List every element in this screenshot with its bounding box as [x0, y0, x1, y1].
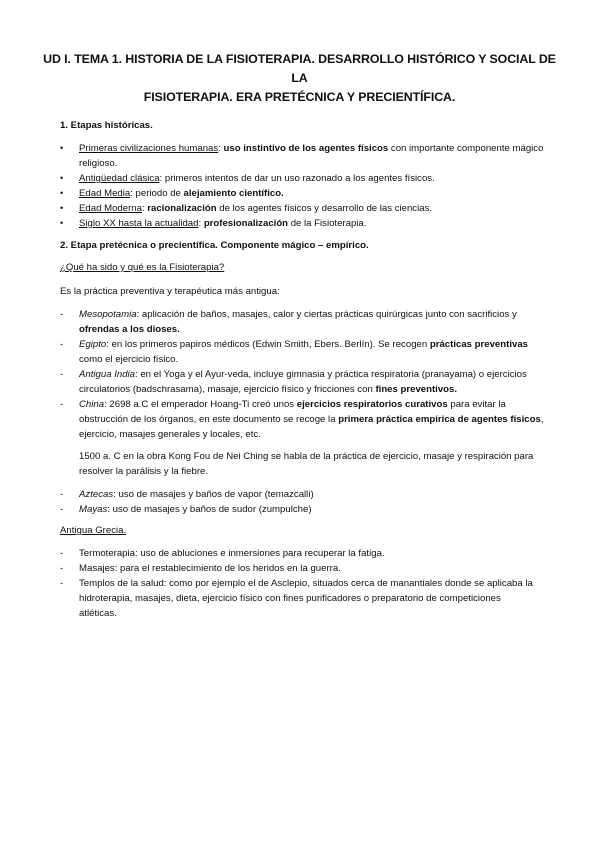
- section-2-heading: 2. Etapa pretécnica o precientífica. Componente mágico – empírico.: [60, 240, 369, 251]
- list-item-continuation: ejercicio, masajes generales y locales, etc.: [79, 429, 261, 440]
- list-item-china: China: 2698 a.C el emperador Hoang-Ti creó unos ejercicios respiratorios curativos para evitar la: [79, 399, 506, 410]
- list-item-primeras-civilizaciones: Primeras civilizaciones humanas: uso instintivo de los agentes físicos con importante componente mágico: [79, 143, 544, 154]
- list-item-term: Primeras civilizaciones humanas: [79, 143, 219, 154]
- dash-mayas: -: [60, 504, 64, 515]
- list-item-antiguedad-clasica: Antigüedad clásica: primeros intentos de dar un uso razonado a los agentes físicos.: [79, 173, 435, 184]
- list-item-siglo-xx: Siglo XX hasta la actualidad: profesionalización de la Fisioterapia.: [79, 218, 367, 229]
- list-item-termoterapia: Termoterapia: uso de abluciones e inmersiones para recuperar la fatiga.: [79, 548, 385, 559]
- dash-egipto: -: [60, 339, 64, 350]
- list-item-mayas: Mayas: uso de masajes y baños de sudor (zumpulche): [79, 504, 312, 515]
- list-item-continuation: atléticas.: [79, 608, 117, 619]
- dash-india: -: [60, 369, 64, 380]
- list-item-continuation: como el ejercicio físico.: [79, 354, 179, 365]
- list-item-mesopotamia: Mesopotamia: aplicación de baños, masajes, calor y ciertas prácticas quirúrgicas junto con sacrificios y: [79, 309, 517, 320]
- antigua-grecia-heading: Antigua Grecia.: [60, 525, 127, 536]
- list-item-edad-moderna: Edad Moderna: racionalización de los agentes físicos y desarrollo de las ciencias.: [79, 203, 433, 214]
- list-item-continuation: religioso.: [79, 158, 118, 169]
- bullet-4: •: [60, 203, 64, 213]
- list-item-edad-media: Edad Media: periodo de alejamiento científico.: [79, 188, 284, 199]
- list-item-continuation: ofrendas a los dioses.: [79, 324, 180, 335]
- bullet-5: •: [60, 218, 64, 228]
- list-item-aztecas: Aztecas: uso de masajes y baños de vapor (temazcalli): [79, 489, 314, 500]
- list-item-continuation: hidroterapia, masajes, dieta, ejercicio físico con fines purificadores o preparatorio de competiciones: [79, 593, 501, 604]
- bullet-2: •: [60, 173, 64, 183]
- list-item-masajes: Masajes: para el restablecimiento de los heridos en la guerra.: [79, 563, 341, 574]
- list-item-templos-de-la-salud: Templos de la salud: como por ejemplo el de Asclepio, situados cerca de manantiales donde se aplicaba la: [79, 578, 533, 589]
- dash-china: -: [60, 399, 64, 410]
- kong-fou-paragraph-line-2: resolver la parálisis y la fiebre.: [79, 466, 209, 477]
- dash-termoterapia: -: [60, 548, 64, 559]
- list-item-antigua-india: Antigua India: en el Yoga y el Ayur-veda, incluye gimnasia y práctica respiratoria (pranayama) o ejercicios: [79, 369, 527, 380]
- list-item-egipto: Egipto: en los primeros papiros médicos (Edwin Smith, Ebers. Berlín). Se recogen prácticas preventivas: [79, 339, 529, 350]
- bullet-1: •: [60, 143, 64, 153]
- title-line-2: FISIOTERAPIA. ERA PRETÉCNICA Y PRECIENTÍFICA.: [143, 90, 456, 104]
- list-item-continuation: circulatorios (badschrasama), masaje, ejercicio físico y fricciones con fines preventivos.: [79, 384, 458, 395]
- bullet-3: •: [60, 188, 64, 198]
- dash-templos: -: [60, 578, 64, 589]
- kong-fou-paragraph-line-1: 1500 a. C en la obra Kong Fou de Nei Ching se habla de la práctica de ejercicio, masaje y respiración para: [79, 451, 534, 462]
- dash-mesopotamia: -: [60, 309, 64, 320]
- dash-masajes: -: [60, 563, 64, 574]
- document-title: [40, 50, 559, 107]
- section-1-heading: 1. Etapas históricas.: [60, 120, 153, 131]
- question-heading: ¿Qué ha sido y qué es la Fisioterapia?: [60, 262, 225, 273]
- title-line-1: UD I. TEMA 1. HISTORIA DE LA FISIOTERAPIA. DESARROLLO HISTÓRICO Y SOCIAL DE LA: [43, 52, 556, 85]
- list-item-continuation: obstrucción de los órganos, en este documento se recoge la primera práctica empírica de agentes físicos,: [79, 414, 544, 425]
- dash-aztecas: -: [60, 489, 64, 500]
- intro-paragraph: Es la práctica preventiva y terapéutica más antigua:: [60, 286, 280, 297]
